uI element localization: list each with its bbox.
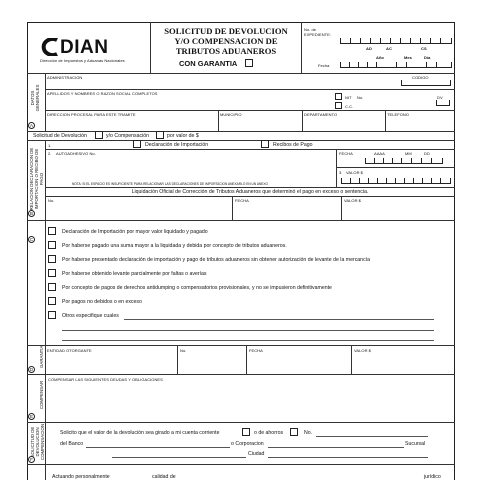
guarantee-checkbox[interactable] [245,59,253,67]
header-fecha-field[interactable] [340,62,452,68]
nit-no-label: No. [357,95,364,100]
compensacion-checkbox[interactable] [156,131,164,139]
calidad-label: calidad de [152,474,176,480]
header-fecha-label: Fecha [318,63,330,68]
liquidacion-no-label: No. [48,198,55,203]
section-e-marker: E [29,414,33,419]
garantia-valor-label: VALOR $ [354,348,371,353]
por-valor-label: por valor de $ [167,133,199,139]
motivo-checkbox-7[interactable] [48,311,56,319]
banco-label: del Banco [60,441,84,447]
garantia-no-label: No. [180,348,187,353]
motivo-label-5: Por concepto de pagos de derechos antidumping o compensatorios provisionales, y no se impusieron definitivamente [62,285,332,291]
motivo-checkbox-5[interactable] [48,283,56,291]
nit-checkbox[interactable] [335,93,342,100]
relacion-nota: NOTA: SI EL ESPACIO ES INSUFICIENTE PARA RELACIONAR LAS DECLARACIONES DE IMPORTACION ANEXARLO EN UN ANEXO [72,182,269,186]
motivo-checkbox-3[interactable] [48,255,56,263]
devolucion-checkbox[interactable] [95,131,103,139]
codigo-label: CODIGO [412,75,429,80]
motivo-checkbox-2[interactable] [48,241,56,249]
cuenta-no-field[interactable] [316,436,428,437]
cc-checkbox[interactable] [335,102,342,109]
ciudad-field[interactable] [268,457,428,458]
declaracion-importacion-label: Declaración de Importación [145,142,209,148]
solicitud-devolucion-label: Solicitud de Devolución [33,133,87,139]
guarantee-label: CON GARANTIA [179,59,238,68]
administracion-label: ADMINISTRACION [47,75,83,80]
motivo-label-1: Declaración de Importación por mayor valor liquidado y pagado [62,229,208,235]
corporacion-label: o Corporacion [231,441,264,447]
motivo-checkbox-1[interactable] [48,227,56,235]
cuenta-ahorros-checkbox[interactable] [290,428,298,436]
ahorros-label: o de ahorros [254,430,284,436]
item3-label: 3. [339,170,343,175]
logo-subtitle: Dirección de Impuestos y Aduanas Nacionales [40,58,125,63]
motivo-checkbox-6[interactable] [48,297,56,305]
item1-label: 1. [48,143,52,148]
motivo-label-3: Por haberse presentado declaración de importación y pago de tributos aduaneros sin obtener autorización de levante de la mercancía [62,257,370,263]
dian-logo [40,37,125,68]
garantia-section-label: GARANTIA [39,345,44,368]
relacion-fecha-field[interactable] [365,158,443,164]
relacion-valor-field[interactable] [341,178,451,184]
liquidacion-fecha-label: FECHA [235,198,249,203]
motivo-checkbox-4[interactable] [48,269,56,277]
apellidos-label: APELLIDOS Y NOMBRES O RAZON SOCIAL COMPLETOS [47,91,158,96]
section-d-marker: D [29,367,34,372]
recibos-pago-label: Recibos de Pago [273,142,313,148]
garantia-entidad-label: ENTIDAD OTORGANTE [47,348,92,353]
garantia-fecha-label: FECHA [249,348,263,353]
otros-line-3[interactable] [62,340,434,341]
dd-label: DD [424,151,430,156]
aaaa-label: AAAA [374,151,385,156]
dv-field[interactable] [436,100,450,106]
section-f-marker: F [28,456,35,463]
relacion-fecha-label: FECHA [339,151,353,156]
cs-label: CS [421,46,427,51]
compensacion-label: y/o Compensación [106,133,149,139]
ad-label: AD [366,46,372,51]
direccion-label: DIRECCION PROCESAL PARA ESTE TRAMITE [47,112,136,117]
compensar-label: COMPENSAR LAS SIGUIENTES DEUDAS Y OBLIGACIONES [48,377,163,382]
nit-label: NIT [345,95,352,100]
datos-section-label: DATOS GENERALES [30,84,40,112]
item2-label: 2. [48,151,52,156]
municipio-label: MUNICIPIO [220,112,242,117]
motivo-label-4: Por haberse obtenido levante parcialmente por faltas o averías [62,271,207,277]
cuenta-no-label: No. [304,430,313,436]
otros-line-2[interactable] [62,330,434,331]
mm-label: MM [405,151,412,156]
liquidacion-valor-label: VALOR $ [344,198,361,203]
otros-line-1[interactable] [124,319,434,320]
expediente-label: No. de EXPEDIENTE: [304,27,332,37]
sucursal-label: Sucursal [405,441,426,447]
section-a-marker: A [29,123,33,128]
dia-label: Día [424,55,431,60]
anio-label: Año [376,55,384,60]
dv-label: DV [437,95,443,100]
autoadhesivo-label: AUTOADHESIVO No. [56,151,96,156]
cuenta-corriente-checkbox[interactable] [242,428,250,436]
dian-logo-icon [40,38,62,56]
liquidacion-label: Liquidación Oficial de Corrección de Tributos Aduaneros que determinó el pago en exceso o sentencia. [131,189,369,195]
motivo-label-7: Otros especifique cuales [62,313,119,319]
form-title: SOLICITUD DE DEVOLUCION Y/O COMPENSACION DE TRIBUTOS ADUANEROS [164,26,288,56]
ciudad-field-left[interactable] [112,457,246,458]
section-b-marker: B [29,211,33,216]
logo-text: DIAN [60,37,109,58]
motivo-label-2: Por haberse pagado una suma mayor a la liquidada y debida por concepto de tributos aduaneros. [62,243,287,249]
telefono-label: TELEFONO [387,112,409,117]
recibos-pago-checkbox[interactable] [261,140,269,148]
cuenta-linea: Solicito que el valor de la devolución sea girado a mi cuenta corriente [60,430,220,436]
relacion-valor-label: VALOR $ [346,170,363,175]
departamento-label: DEPARTAMENTO [304,112,338,117]
corporacion-field[interactable] [268,447,404,448]
cc-label: C.C. [345,104,354,109]
codigo-field[interactable] [401,80,451,86]
section-c-marker: C [29,237,34,242]
motivo-label-6: Por pagos no debidos o en exceso [62,299,142,305]
ciudad-label: Ciudad [248,451,265,457]
compensar-section-label: COMPENSAR [39,380,44,410]
relacion-section-label: RELACION DECLARACION DE IMPORTACION O RECIBO DE PAGO [29,147,44,211]
expediente-field[interactable] [340,38,452,44]
solicitud-section-label: SOLICITUD DE DEVOLUCION COMPENSACION [30,423,45,461]
ac-label: AC [386,46,392,51]
juridico-label: jurídico [424,474,441,480]
mes-label: Mes [404,55,412,60]
banco-field[interactable] [86,447,230,448]
actuando-label: Actuando personalmente [52,474,110,480]
declaracion-importacion-checkbox[interactable] [133,140,141,148]
